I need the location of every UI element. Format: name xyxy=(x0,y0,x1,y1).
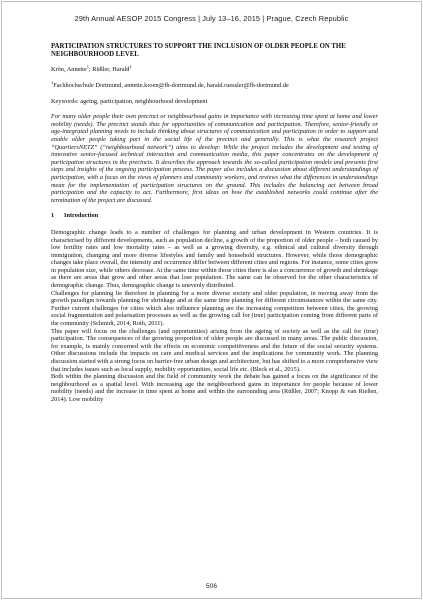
author-line xyxy=(51,66,378,74)
section-number: 1 xyxy=(51,212,55,220)
page-content xyxy=(51,43,378,404)
author-separator: ; Rüßler, Harald xyxy=(88,66,130,74)
abstract: For many older people their own precinct or neighbourhood gains in importance with increasing time spent at home and lower mobility (needs). The precinct stands thus for opportunities of communication and participation. Therefore, senior-friendly or age-integrated planning needs to include thinking about structures of communication and participation in order to support and enable older people taking part in the social life of the precinct and generally. This is what the research project “QuartiersNETZ” (“neighbourhood network”) aims to develop: While the project includes the development and testing of innovative senior-focused technical interaction and communication media, this paper concentrates on the development of participation structures in the precincts. It describes the approach towards the so-called participation models and presents first steps and insights of the ongoing participation process. The paper also includes a discussion about different understandings of participation, with a focus on the views of planners and community workers, and reviews what the differences in understandings mean for the implementation of participation structures on the ground. This includes the balancing act between broad participation and the capacity to act. Furthermore, first ideas on how the established networks could continue after the termination of the project are discussed. xyxy=(51,113,378,204)
body-paragraph: Challenges for planning lie therefore in planning for a more diverse society and older population, in moving away from the growth paradigm towards planning for shrinkage and at the same time planning for different circumstances within the same city. Further current challenges for cities which also influence planning are the increasing competition between cities, the growing social fragmentation and polarisation processes as well as the growing call for (true) participation coming from different parts of the community (Schmidt, 2014; Roth, 2011). xyxy=(51,289,378,328)
page-number: 506 xyxy=(205,583,217,590)
affiliation-sup: 1 xyxy=(51,79,54,85)
body-paragraph: Demographic change leads to a number of challenges for planning and urban development in Western countries. It is characterised by different developments, such as population decline, a growth of the proportion of older people – both caused by low fertility rates and low mortality rates – as well as a growing diversity, e.g. ethnical and cultural diversity through immigration, changing and more diverse lifestyles and family and household structures. However, while those demographic changes take place overall, the intensity and occurrence differ between different cities and regions. For instance, some cities grow in population size, while others decrease. At the same time within those cities there is also a concurrence of growth and shrinkage as there are areas that grow and other areas that lose population. The same can be observed for the other characteristics of demographic change. Thus, demographic change is unevenly distributed. xyxy=(51,228,378,290)
affiliation-text: Fachhochschule Dortmund, annette.kroen@fh-dortmund.de, harald.ruessler@fh-dortmund.de xyxy=(53,82,289,89)
section-title: Introduction xyxy=(64,212,99,220)
author-sup: 1 xyxy=(86,64,89,70)
affiliation-line xyxy=(51,79,378,90)
section-heading xyxy=(51,212,378,220)
body-paragraph: Both within the planning discussion and the field of community work the debate has gained a focus on the significance of the neighbourhood as a spatial level. With increasing age the neighbourhood gains in importance for people because of lower mobility (needs) and the increase in time spent at home and within the surrounding area (Rüßler, 2007; Knopp & van Rießen, 2014). Low mobility xyxy=(51,373,378,403)
keywords: Keywords: ageing, participation, neighbourhood development xyxy=(51,97,208,105)
document-page xyxy=(1,1,422,599)
body-paragraph: This paper will focus on the challenges (and opportunities) arising from the ageing of society as well as the call for (true) participation. The consequences of the growing proportion of older people are discussed in many areas. The public discussion, for example, is mainly concerned with the effects on economic competitiveness and the future of the social security systems. Other discussions include the impacts on care and medical services and the implications for community work. The planning discussion started with a strong focus on barrier-free urban design and architecture, but has shifted to a more comprehensive view that includes issues such as local supply, mobility opportunities, social life etc. (Bleck et al., 2015). xyxy=(51,327,378,373)
paper-title: PARTICIPATION STRUCTURES TO SUPPORT THE INCLUSION OF OLDER PEOPLE ON THE NEIGHBOURHOOD LEVEL xyxy=(51,43,346,59)
running-header: 29th Annual AESOP 2015 Congress | July 13–16, 2015 | Prague, Czech Republic xyxy=(74,14,349,23)
author2-sup: 1 xyxy=(129,64,132,70)
author-names: Krön, Annette xyxy=(51,66,87,74)
